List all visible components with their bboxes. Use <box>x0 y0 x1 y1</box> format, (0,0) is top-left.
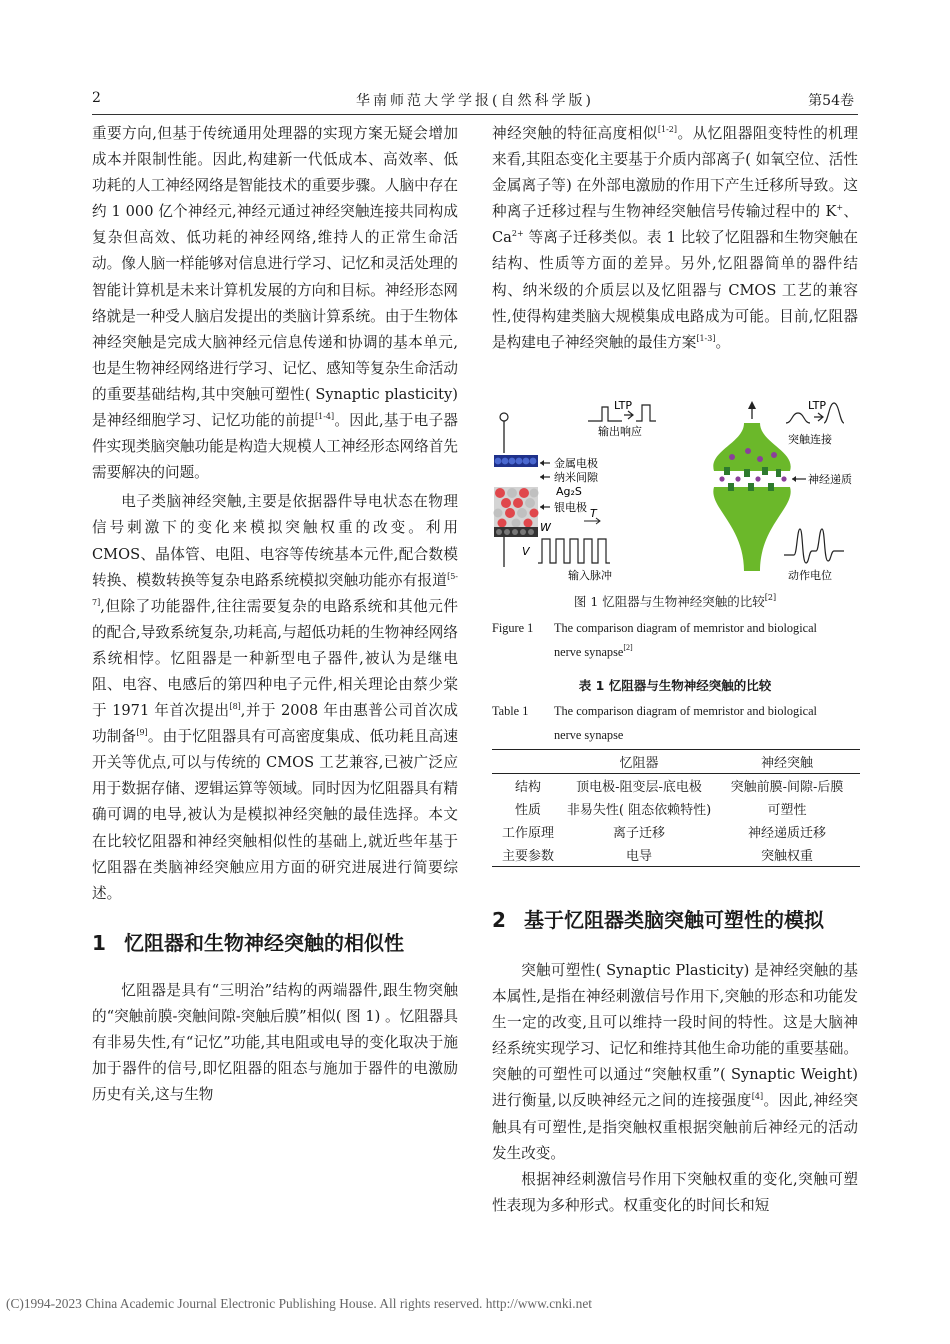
section-heading-1: 1 忆阻器和生物神经突触的相似性 <box>92 930 404 955</box>
metal-electrode-label: 金属电极 <box>554 457 598 470</box>
T-label: T <box>590 507 597 520</box>
ag2s-layer <box>494 487 539 528</box>
copyright-footer: (C)1994-2023 China Academic Journal Electronic Publishing House. All rights reserved. http://www.cnki.net <box>6 1296 592 1311</box>
citation[interactable]: [8] <box>229 702 241 712</box>
page-number: 2 <box>92 90 101 106</box>
table-caption-en: Table 1 The comparison diagram of memristor and biological nerve synapse <box>492 704 817 742</box>
V-label: V <box>522 545 530 558</box>
citation[interactable]: [1-3] <box>696 333 716 343</box>
W-label: W <box>540 521 551 534</box>
citation[interactable]: [1-2] <box>657 125 678 134</box>
synapse-connection-label: 突触连接 <box>788 433 832 446</box>
section-heading-2: 2 基于忆阻器类脑突触可塑性的模拟 <box>492 908 824 932</box>
nano-gap-label: 纳米间隙 <box>554 471 598 484</box>
left-column <box>92 121 458 1108</box>
paragraph: 重要方向,但基于传统通用处理器的实现方案无疑会增加成本并限制性能。因此,构建新一代低成本、高效率、低功耗的人工神经网络是智能技术的重要步骤。人脑中存在约 1 000 亿个神经元,神经元通过神经突触连接共同构成复杂但高效、低功耗的神经网络,维持人的正常生命活动。像人脑一样能够对信息进行学习、记忆和灵活处理的智能计算机是未来计算机发展的方向和目标。神经形态网络就是一种受人脑启发提出的类脑计算系统。由于生物体神经突触是完成大脑神经元信息传递和协调的基本单元,也是生物神经网络进行学习、记忆、感知等复杂生命活动的重要基础结构,其中突触可塑性( Synaptic plasticity) 是神经细胞学习、记忆功能的前提[1-4]。因此,基于电子器件实现类脑突触功能是构造大规模人工神经形态网络首先需要解决的问题。 <box>92 125 458 482</box>
table-caption-cn: 表 1 忆阻器与生物神经突触的比较 <box>578 678 772 693</box>
citation[interactable]: [2] <box>623 643 633 652</box>
header-memristor: 忆阻器 <box>564 750 714 774</box>
right-column-lower <box>492 958 858 1219</box>
figure-caption-en: Figure 1 The comparison diagram of memristor and biological nerve synapse[2] <box>492 621 817 659</box>
paragraph: 电子类脑神经突触,主要是依据器件导电状态在物理信号刺激下的变化来模拟突触权重的改变。利用 CMOS、晶体管、电阻、电容等传统基本元件,配合数模转换、模数转换等复杂电路系统模拟突触功能亦有报道[5-7],但除了功能器件,往往需要复杂的电路系统和其他元件的配合,导致系统复杂,功耗高,与超低功耗的生物神经网络系统相悖。忆阻器是一种新型电子器件,被认为是继电阻、电容、电感后的第四种电子元件,相关理论由蔡少棠于 1971 年首次提出[8],并于 2008 年由惠普公司首次成功制备[9]。由于忆阻器具有可高密度集成、低功耗且高速开关等优点,可以与传统的 CMOS 工艺兼容,已被广泛应用于数据存储、逻辑运算等领域。同时因为忆阻器具有精确可调的电导,被认为是模拟神经突触的最佳选择。本文在比较忆阻器和神经突触相似性的基础上,就近些年基于忆阻器在类脑神经突触应用方面的研究进展进行简要综述。 <box>92 493 459 902</box>
table-row: 主要参数 电导 突触权重 <box>492 843 860 867</box>
silver-electrode-label: 银电极 <box>554 501 587 514</box>
right-column <box>492 121 858 356</box>
citation[interactable]: [9] <box>136 728 148 738</box>
volume-label: 第54卷 <box>808 93 854 109</box>
ltp-label-left: LTP <box>614 399 632 412</box>
ag2s-label: Ag₂S <box>556 485 582 498</box>
citation[interactable]: [5-7] <box>92 571 458 607</box>
citation[interactable]: [4] <box>751 1092 764 1102</box>
journal-title: 华南师范大学学报(自然科学版) <box>356 93 594 109</box>
neurotransmitter-label: 神经递质 <box>808 473 852 486</box>
citation[interactable]: [2] <box>764 593 777 602</box>
memristor-diagram <box>494 399 657 582</box>
ltp-label-right: LTP <box>808 399 826 412</box>
output-response-label: 输出响应 <box>598 425 642 438</box>
figure-caption-cn: 图 1 忆阻器与生物神经突触的比较[2] <box>573 593 777 609</box>
action-potential-label: 动作电位 <box>788 569 832 582</box>
table-row: 结构 顶电极-阻变层-底电极 突触前膜-间隙-后膜 <box>514 780 844 795</box>
header-rule <box>92 114 858 115</box>
table-row: 工作原理 离子迁移 神经递质迁移 <box>501 826 826 841</box>
paragraph: 根据神经刺激信号作用下突触权重的变化,突触可塑性表现为多种形式。权重变化的时间长和短 <box>492 1170 858 1214</box>
table-row: 性质 非易失性( 阻态依赖特性) 可塑性 <box>514 803 807 818</box>
input-pulse-label: 输入脉冲 <box>568 569 612 582</box>
paragraph: 突触可塑性( Synaptic Plasticity) 是神经突触的基本属性,是指在神经刺激信号作用下,突触的形态和功能发生一定的改变,且可以维持一段时间的特性。这是大脑神经系统实现学习、记忆和维持其他生命功能的重要基础。突触的可塑性可以通过“突触权重”( Synaptic Weight) 进行衡量,以反映神经元之间的连接强度[4]。因此,神经突触具有可塑性,是指突触权重根据突触前后神经元的活动发生改变。 <box>492 962 859 1162</box>
comparison-table <box>492 749 860 867</box>
paragraph: 忆阻器是具有“三明治”结构的两端器件,跟生物突触的“突触前膜-突触间隙-突触后膜”相似( 图 1) 。忆阻器具有非易失性,有“记忆”功能,其电阻或电导的变化取决于施加于器件的信号,即忆阻器的阻态与施加于器件的电激励历史有关,这与生物 <box>92 981 458 1104</box>
paragraph: 神经突触的特征高度相似[1-2]。从忆阻器阻变特性的机理来看,其阻态变化主要基于介质内部离子( 如氧空位、活性金属离子等) 在外部电激励的作用下产生迁移所导致。这种离子迁移过程与生物神经突触信号传输过程中的 K+、$Ca^{2+}$ 等离子迁移类似。表 1 比较了忆阻器和生物突触在结构、性质等方面的差异。另外,忆阻器简单的器件结构、纳米级的介质层以及忆阻器与 CMOS 工艺的兼容性,使得构建类脑大规模集成电路成为可能。目前,忆阻器是构建电子神经突触的最佳方案[1-3]。 <box>492 125 858 351</box>
table-header-row <box>492 750 860 774</box>
header-synapse: 神经突触 <box>714 750 860 774</box>
running-header <box>92 86 858 112</box>
citation[interactable]: [1-4] <box>315 412 335 422</box>
figure-1 <box>492 395 858 585</box>
metal-electrode-layer <box>494 455 538 467</box>
synapse-diagram <box>713 399 852 582</box>
